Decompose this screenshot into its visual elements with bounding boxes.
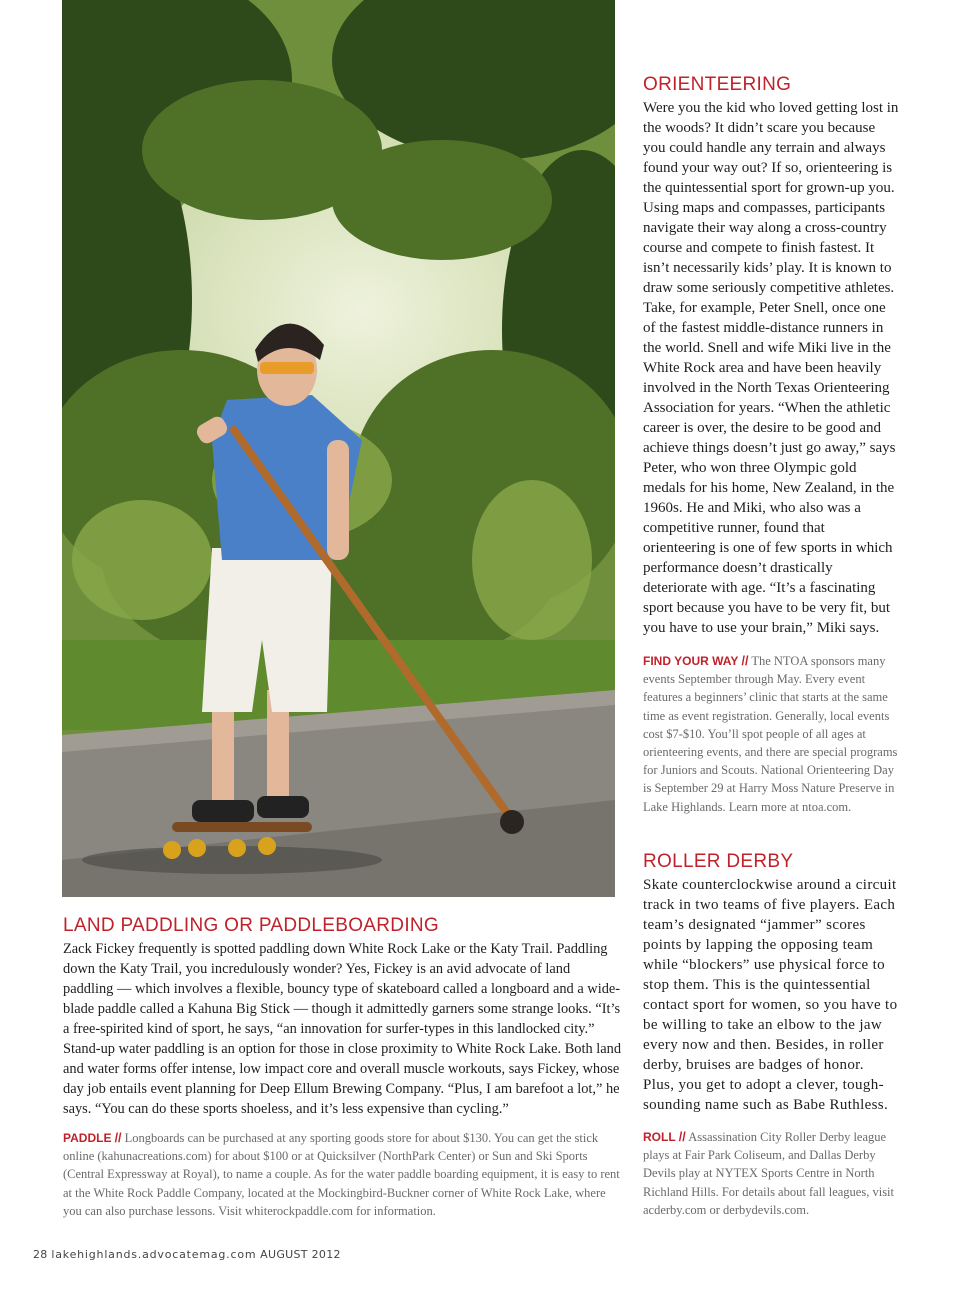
land-paddling-sidebar [63,1129,623,1220]
land-paddling-article [63,915,623,1220]
sidebar-lead: PADDLE [63,1131,112,1145]
sidebar-slashes: // [114,1131,122,1145]
roller-derby-heading: ROLLER DERBY [643,851,794,872]
footer-site: lakehighlands.advocatemag.com [51,1248,257,1261]
sidebar-text: Assassination City Roller Derby league plays at Fair Park Coliseum, and Dallas Derby Devils play at NYTEX Sports Centre in North Richland Hills. For details about fall leagues, visit acderby.com or derbydevils.com. [643,1130,895,1217]
orienteering-body: Were you the kid who loved getting lost in the woods? It didn’t scare you because you could handle any terrain and always found your way out? If so, orienteering is the quintessential sport for grown-up you. Using maps and compasses, participants navigate their way along a cross-country course and compete to finish fastest. It isn’t necessarily kids’ play. It is known to draw some seriously competitive athletes. Take, for example, Peter Snell, once one of the fastest middle-distance runners in the world. Snell and wife Miki live in the White Rock area and have been heavily involved in the North Texas Orienteering Association for years. “When the athletic career is over, the desire to be good and achieve things doesn’t just go away,” says Peter, who won three Olympic gold medals for his home, New Zealand, in the 1960s. He and Miki, who also was a competitive runner, found that orienteering is one of few sports in which performance doesn’t drastically deteriorate with age. “It’s a fascinating sport because you have to be very fit, but you have to use your brain,” Miki says. [643,100,899,636]
sidebar-lead: FIND YOUR WAY [643,654,739,668]
roller-derby-article [643,851,899,1219]
page-footer [33,1248,341,1261]
roller-derby-sidebar [643,1128,899,1219]
page-number: 28 [33,1248,48,1261]
land-paddling-heading: LAND PADDLING OR PADDLEBOARDING [63,915,440,936]
orienteering-article [643,74,899,816]
footer-issue: AUGUST 2012 [260,1248,341,1261]
land-paddling-body: Zack Fickey frequently is spotted paddling down White Rock Lake or the Katy Trail. Paddling down the Katy Trail, you incredulously wonder? Yes, Fickey is an avid advocate of land paddling — which involves a flexible, bouncy type of skateboard called a longboard and a wide-blade paddle called a Kahuna Big Stick — though it admittedly garners some strange looks. “It’s a free-spirited kind of sport, he says, “an innovation for surfer-types in this landlocked city.” Stand-up water paddling is an option for those in close proximity to White Rock Lake. Both land and water forms offer intense, low impact core and overall muscle workouts, says Fickey, whose day job entails event planning for Deep Ellum Brewing Company. “Plus, I am barefoot a lot,” he says. “You can do these sports shoeless, and it’s less expensive than cycling.” [63,941,622,1117]
sidebar-slashes: // [741,654,749,668]
orienteering-heading: ORIENTEERING [643,74,792,95]
roller-derby-body: Skate counterclockwise around a circuit track in two teams of five players. Each team’s designated “jammer” scores points by lapping the opposing team while “blockers” use physical force to stop them. This is the quintessential contact sport for women, so you have to be willing to take an elbow to the jaw every now and then. Besides, in roller derby, bruises are badges of honor. Plus, you get to adopt a clever, tough-sounding name such as Babe Ruthless. [643,877,898,1113]
land-paddling-photo [62,0,615,897]
orienteering-sidebar [643,652,899,816]
sidebar-text: Longboards can be purchased at any sporting goods store for about $130. You can get the stick online (kahunacreations.com) for about $100 or at Quicksilver (NorthPark Center) or Sun and Ski Sports (Central Expressway at Royal), to name a couple. As for the water paddle boarding equipment, it is easy to rent at the White Rock Paddle Company, located at the Mockingbird-Buckner corner of White Rock Lake, where you can also purchase lessons. Visit whiterockpaddle.com for information. [63,1131,620,1218]
sidebar-lead: ROLL [643,1130,676,1144]
sidebar-slashes: // [678,1130,686,1144]
sidebar-text: The NTOA sponsors many events September through May. Every event features a beginners’ clinic that starts at the same time as event registration. Generally, local events cost $7-$10. You’ll spot people of all ages at orienteering events, and there are special programs for Juniors and Scouts. National Orienteering Day is September 29 at Harry Moss Nature Preserve in Lake Highlands. Learn more at ntoa.com. [643,654,898,814]
